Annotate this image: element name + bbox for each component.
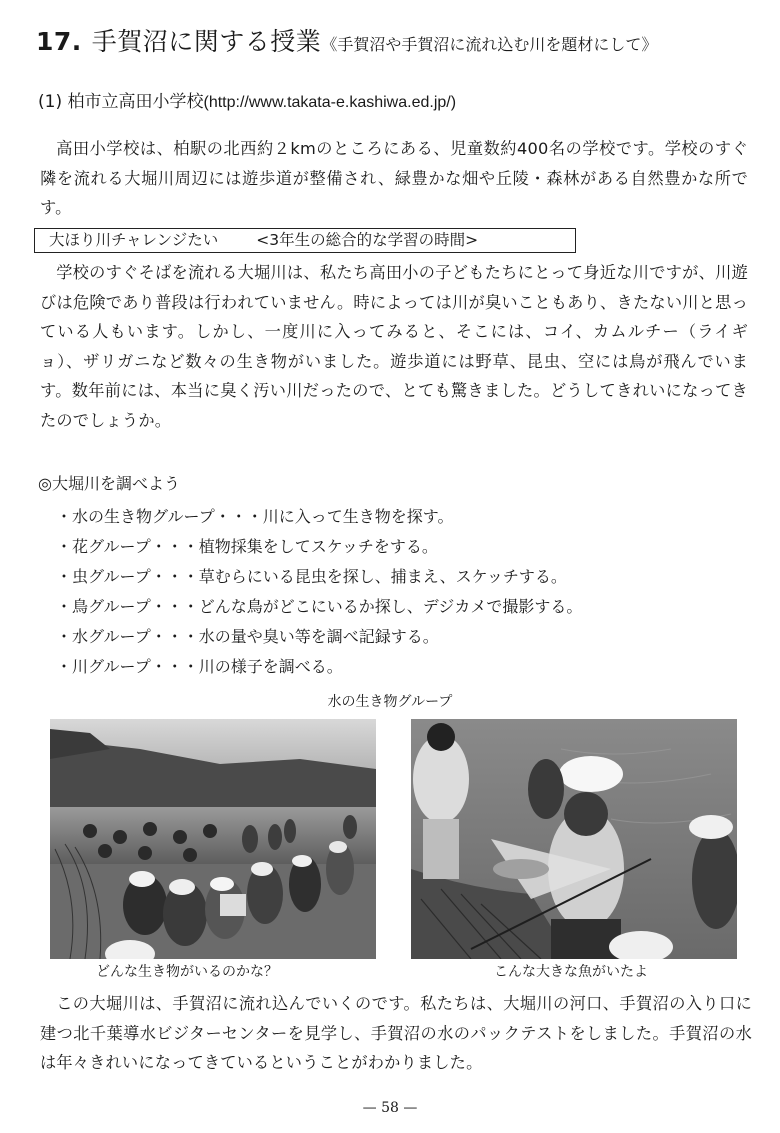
intro-paragraph: 高田小学校は、柏駅の北西約２kmのところにある、児童数約400名の学校です。学校のすぐ隣を流れる大堀川周辺には遊歩道が整備され、緑豊かな畑や丘陵・森林がある自然豊かな所です。	[40, 139, 748, 217]
section-heading	[38, 89, 456, 116]
title-number: 17.	[36, 27, 82, 56]
school-url: (http://www.takata-e.kashiwa.ed.jp/)	[203, 94, 457, 111]
survey-group-list	[56, 502, 582, 682]
list-item: ・花グループ・・・植物採集をしてスケッチをする。	[56, 537, 438, 556]
title-subtitle: 《手賀沼や手賀沼に流れ込む川を題材にして》	[321, 35, 658, 54]
list-item: ・鳥グループ・・・どんな鳥がどこにいるか探し、デジカメで撮影する。	[56, 597, 583, 616]
photo-children-in-river	[50, 719, 376, 959]
school-name: (1) 柏市立高田小学校	[38, 92, 204, 112]
photo-left-caption: どんな生き物がいるのかな？	[96, 964, 278, 980]
page-title	[36, 24, 756, 63]
title-main: 手賀沼に関する授業	[91, 27, 322, 56]
river-paragraph: 学校のすぐそばを流れる大堀川は、私たち高田小の子どもたちにとって身近な川ですが、川遊びは危険であり普段は行われていません。時によっては川が臭いこともあり、きたない川と思っている人もいます。しかし、一度川に入ってみると、そこには、コイ、カムルチー（ライギョ）、ザリガニなど数々の生き物がいました。遊歩道には野草、昆虫、空には鳥が飛んでいます。数年前には、本当に臭く汚い川だったので、とても驚きました。どうしてきれいになってきたのでしょうか。	[40, 263, 748, 430]
list-item: ・水グループ・・・水の量や臭い等を調べ記録する。	[56, 627, 439, 646]
list-item: ・虫グループ・・・草むらにいる昆虫を探し、捕まえ、スケッチする。	[56, 567, 567, 586]
list-item: ・水の生き物グループ・・・川に入って生き物を探す。	[56, 507, 454, 526]
page-number: — 58 —	[362, 1100, 418, 1116]
photo-group-caption: 水の生き物グループ	[327, 694, 453, 710]
list-item: ・川グループ・・・川の様子を調べる。	[56, 657, 343, 676]
activity-note: <3年生の総合的な学習の時間>	[256, 231, 479, 249]
photo-child-with-fish	[411, 719, 737, 959]
ending-paragraph: この大堀川は、手賀沼に流れ込んでいくのです。私たちは、大堀川の河口、手賀沼の入り口に建つ北千葉導水ビジターセンターを見学し、手賀沼の水のパックテストをしました。手賀沼の水は年々きれいになってきているということがわかりました。	[40, 994, 752, 1072]
photo-right-caption: こんな大きな魚がいたよ	[494, 964, 648, 980]
activity-box	[34, 228, 576, 253]
survey-heading: ◎大堀川を調べよう	[38, 474, 180, 493]
activity-title: 大ほり川チャレンジたい	[49, 231, 219, 249]
